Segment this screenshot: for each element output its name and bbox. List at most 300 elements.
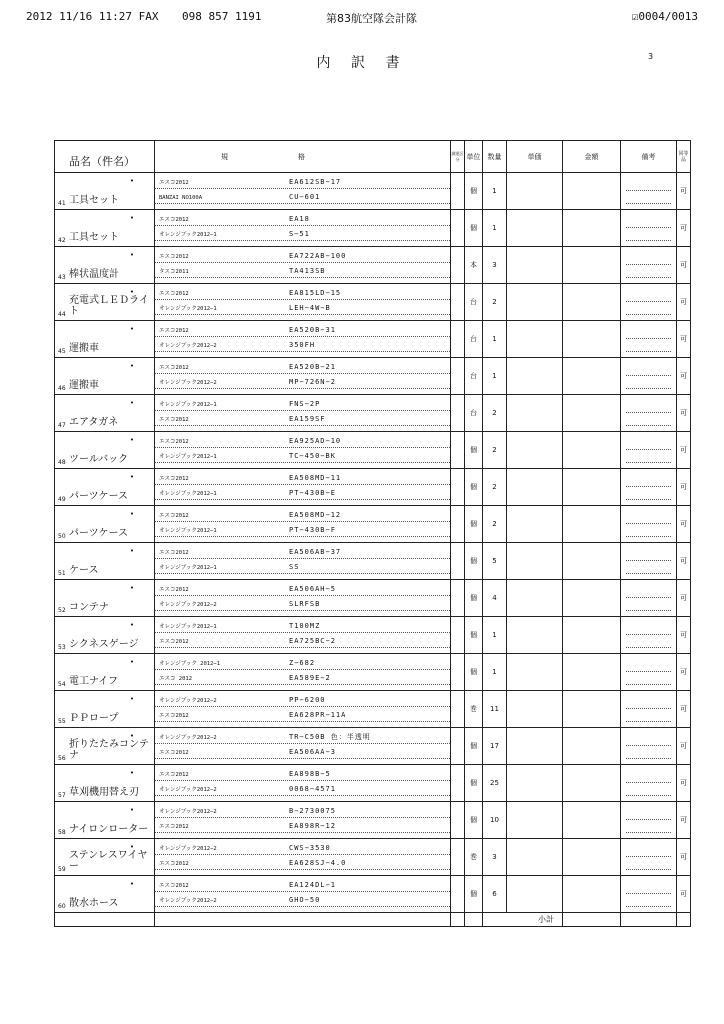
item-name-cell [55,839,155,876]
item-approval: 可 [677,691,691,728]
fax-page-count: 0004/0013 [638,10,698,23]
fax-number: 098 857 1191 [182,10,262,23]
spec-maker: エスコ2012 [159,217,189,223]
item-maker-code-cell [451,173,465,210]
item-unit: 個 [465,173,483,210]
item-name: 棒状温度計 [69,269,119,280]
item-qty: 2 [483,432,507,469]
item-unit-price-cell [507,506,563,543]
spec-line [155,599,450,611]
item-maker-code-cell [451,654,465,691]
remarks-line [626,265,671,278]
spec-code: FNS−2P [289,400,321,408]
item-unit-price-cell [507,469,563,506]
remarks-line [626,376,671,389]
item-number: 47 [58,422,66,429]
spec-code: CU−601 [289,193,321,201]
item-qty: 2 [483,395,507,432]
spec-code: TR−C50B 色：半透明 [289,733,371,741]
item-maker-code-cell [451,765,465,802]
item-unit: 個 [465,617,483,654]
table-row [55,432,691,469]
item-name-cell [55,543,155,580]
item-remarks-cell [621,247,677,284]
remarks-line [626,783,671,796]
spec-maker: エスコ2012 [159,439,189,445]
fax-datetime: 2012 11/16 11:27 FAX [26,10,159,23]
item-amount-cell [563,543,621,580]
item-qty: 3 [483,247,507,284]
remarks-line [626,474,671,487]
page-title: 内 訳 書 [316,55,408,71]
spec-maker: オレンジブック2012−2 [159,380,217,386]
item-spec-cell [155,728,451,765]
spec-code: Z−682 [289,659,316,667]
table-row [55,802,691,839]
footer-cell [155,913,451,927]
item-number: 55 [58,718,66,725]
spec-code: SLRFSB [289,600,321,608]
bullet-mark: • [129,325,134,333]
item-spec-cell [155,210,451,247]
remarks-line [626,659,671,672]
item-amount-cell [563,580,621,617]
item-amount-cell [563,469,621,506]
col-approval: 同等品 [677,141,691,173]
remarks-line [626,598,671,611]
item-qty: 1 [483,617,507,654]
table-row [55,839,691,876]
spec-maker: エスコ2012 [159,587,189,593]
spec-code: EA589E−2 [289,674,331,682]
item-qty: 11 [483,691,507,728]
item-number: 52 [58,607,66,614]
item-name: 折りたたみコンテナ [69,739,149,761]
remarks-line [626,524,671,537]
bullet-mark: • [129,288,134,296]
spec-line [155,821,450,833]
item-maker-code-cell [451,506,465,543]
spec-maker: エスコ2012 [159,713,189,719]
item-spec-cell [155,580,451,617]
col-maker-code: 調達区分 [451,141,465,173]
item-amount-cell [563,691,621,728]
footer-row [55,913,691,927]
item-unit-price-cell [507,173,563,210]
item-spec-cell [155,321,451,358]
item-qty: 4 [483,580,507,617]
item-maker-code-cell [451,580,465,617]
item-maker-code-cell [451,284,465,321]
item-amount-cell [563,210,621,247]
remarks-line [626,437,671,450]
item-unit: 個 [465,876,483,913]
spec-maker: オレンジブック2012−1 [159,565,217,571]
item-approval: 可 [677,321,691,358]
footer-cell [465,913,483,927]
spec-maker: エスコ2012 [159,180,189,186]
item-name: 充電式ＬＥＤライト [69,295,149,317]
item-unit: 個 [465,802,483,839]
footer-cell [55,913,155,927]
spec-maker: オレンジブック2012−2 [159,602,217,608]
remarks-line [626,696,671,709]
item-name: 散水ホース [69,898,119,909]
table-row [55,284,691,321]
spec-line [155,710,450,722]
item-name-cell [55,506,155,543]
remarks-line [626,881,671,894]
table-row [55,728,691,765]
item-spec-cell [155,469,451,506]
item-qty: 2 [483,284,507,321]
item-name: 運搬車 [69,343,99,354]
item-approval: 可 [677,654,691,691]
spec-maker: オレンジブック2012−2 [159,698,217,704]
item-approval: 可 [677,469,691,506]
item-number: 53 [58,644,66,651]
spec-line [155,806,450,818]
item-unit: 個 [465,543,483,580]
item-unit-price-cell [507,395,563,432]
remarks-line [626,302,671,315]
spec-maker: エスコ2012 [159,291,189,297]
spec-maker: オレンジブック2012−2 [159,343,217,349]
item-approval: 可 [677,543,691,580]
item-unit: 台 [465,358,483,395]
item-name-cell [55,210,155,247]
table-row [55,543,691,580]
item-name-cell [55,802,155,839]
item-name: パーツケース [69,528,128,539]
spec-line [155,621,450,633]
bullet-mark: • [129,362,134,370]
spec-line [155,288,450,300]
remarks-line [626,709,671,722]
item-spec-cell [155,654,451,691]
item-name-cell [55,765,155,802]
spec-code: EA925AD−10 [289,437,342,445]
item-unit-price-cell [507,691,563,728]
spec-maker: エスコ 2012 [159,676,193,682]
spec-code: EA725BC−2 [289,637,336,645]
item-number: 58 [58,829,66,836]
spec-line [155,695,450,707]
item-unit-price-cell [507,617,563,654]
spec-code: CWS−3530 [289,844,331,852]
item-number: 42 [58,237,66,244]
spec-line [155,784,450,796]
spec-code: LEH−4W−B [289,304,331,312]
item-maker-code-cell [451,543,465,580]
item-maker-code-cell [451,802,465,839]
spec-line [155,732,450,744]
item-amount-cell [563,321,621,358]
spec-maker: オレンジブック 2012−1 [159,661,221,667]
col-qty: 数量 [483,141,507,173]
spec-code: EA506AA−3 [289,748,336,756]
spec-code: EA898R−12 [289,822,336,830]
fax-page-icon: ☑ [631,10,639,23]
item-name: 電工ナイフ [69,676,118,687]
remarks-line [626,228,671,241]
item-name-cell [55,876,155,913]
spec-code: EA508MD−11 [289,474,342,482]
item-unit-price-cell [507,654,563,691]
item-remarks-cell [621,802,677,839]
item-approval: 可 [677,432,691,469]
spec-maker: BANZAI NO100A [159,195,203,201]
remarks-line [626,733,671,746]
item-remarks-cell [621,469,677,506]
spec-line [155,325,450,337]
item-amount-cell [563,802,621,839]
spec-maker: オレンジブック2012−1 [159,528,217,534]
breakdown-table [54,140,691,927]
item-remarks-cell [621,506,677,543]
item-qty: 1 [483,358,507,395]
table-row [55,173,691,210]
item-name: シクネスゲージ [69,639,139,650]
item-unit: 個 [465,654,483,691]
spec-maker: エスコ2012 [159,417,189,423]
item-name: エアタガネ [69,417,119,428]
spec-line [155,525,450,537]
bullet-mark: • [129,251,134,259]
spec-line [155,747,450,759]
table-row [55,654,691,691]
item-name: 工具セット [69,232,119,243]
bullet-mark: • [129,510,134,518]
spec-line [155,362,450,374]
item-maker-code-cell [451,728,465,765]
item-qty: 17 [483,728,507,765]
item-number: 51 [58,570,66,577]
remarks-line [626,363,671,376]
item-unit-price-cell [507,876,563,913]
item-remarks-cell [621,358,677,395]
spec-line [155,214,450,226]
spec-maker: オレンジブック2012−1 [159,454,217,460]
spec-code: EA508MD−12 [289,511,342,519]
remarks-line [626,844,671,857]
item-number: 54 [58,681,66,688]
remarks-line [626,770,671,783]
item-qty: 1 [483,173,507,210]
remarks-line [626,894,671,907]
remarks-line [626,672,671,685]
spec-maker: エスコ2012 [159,476,189,482]
item-spec-cell [155,173,451,210]
item-unit-price-cell [507,321,563,358]
item-approval: 可 [677,876,691,913]
spec-line [155,584,450,596]
item-number: 59 [58,866,66,873]
spec-line [155,843,450,855]
item-unit: 巻 [465,691,483,728]
spec-code: TA413SB [289,267,326,275]
table-row [55,358,691,395]
spec-maker: エスコ2012 [159,772,189,778]
item-unit: 個 [465,506,483,543]
spec-code: MP−726N−2 [289,378,336,386]
spec-code: EA520B−31 [289,326,336,334]
item-qty: 1 [483,210,507,247]
col-spec-a: 規 [221,152,228,161]
item-amount-cell [563,876,621,913]
spec-maker: エスコ2012 [159,365,189,371]
item-approval: 可 [677,210,691,247]
spec-code: B−2730075 [289,807,336,815]
bullet-mark: • [129,880,134,888]
col-name: 品名（件名） [55,141,155,173]
item-amount-cell [563,728,621,765]
item-name: ナイロンローター [69,824,149,835]
spec-line [155,451,450,463]
item-qty: 6 [483,876,507,913]
item-name-cell [55,617,155,654]
spec-maker: オレンジブック2012−1 [159,402,217,408]
spec-line [155,880,450,892]
table-row [55,691,691,728]
spec-code: EA628PR−11A [289,711,347,719]
spec-line [155,303,450,315]
fax-page [632,10,698,23]
item-name: パーツケース [69,491,128,502]
item-name: ＰＰロープ [69,713,119,724]
spec-maker: エスコ2012 [159,513,189,519]
spec-code: PT−430B−F [289,526,336,534]
item-qty: 10 [483,802,507,839]
item-amount-cell [563,765,621,802]
col-spec [155,141,451,173]
item-remarks-cell [621,432,677,469]
item-unit: 個 [465,580,483,617]
item-unit: 個 [465,210,483,247]
spec-maker: タスコ2011 [159,269,189,275]
spec-code: EA612SB−17 [289,178,342,186]
item-spec-cell [155,395,451,432]
item-remarks-cell [621,728,677,765]
spec-line [155,436,450,448]
spec-line [155,636,450,648]
item-maker-code-cell [451,247,465,284]
item-maker-code-cell [451,617,465,654]
item-number: 45 [58,348,66,355]
spec-code: EA18 [289,215,310,223]
table-row [55,765,691,802]
footer-cell [563,913,621,927]
spec-code: GHO−50 [289,896,321,904]
item-maker-code-cell [451,321,465,358]
item-qty: 25 [483,765,507,802]
item-approval: 可 [677,802,691,839]
spec-line [155,658,450,670]
item-spec-cell [155,506,451,543]
remarks-line [626,820,671,833]
item-spec-cell [155,432,451,469]
item-number: 43 [58,274,66,281]
item-amount-cell [563,395,621,432]
item-unit-price-cell [507,543,563,580]
remarks-line [626,450,671,463]
item-spec-cell [155,691,451,728]
spec-maker: エスコ2012 [159,883,189,889]
item-unit: 個 [465,432,483,469]
spec-line [155,488,450,500]
remarks-line [626,548,671,561]
item-name-cell [55,654,155,691]
item-unit-price-cell [507,432,563,469]
spec-maker: オレンジブック2012−2 [159,809,217,815]
remarks-line [626,746,671,759]
bullet-mark: • [129,399,134,407]
item-maker-code-cell [451,469,465,506]
item-remarks-cell [621,395,677,432]
bullet-mark: • [129,695,134,703]
spec-line [155,895,450,907]
bullet-mark: • [129,843,134,851]
item-name: 運搬車 [69,380,99,391]
bullet-mark: • [129,806,134,814]
remarks-line [626,487,671,500]
item-approval: 可 [677,839,691,876]
bullet-mark: • [129,658,134,666]
bullet-mark: • [129,214,134,222]
item-unit: 個 [465,469,483,506]
item-remarks-cell [621,839,677,876]
item-spec-cell [155,617,451,654]
item-name-cell [55,358,155,395]
item-unit: 台 [465,395,483,432]
item-unit: 巻 [465,839,483,876]
item-name: ケース [69,565,99,576]
remarks-line [626,215,671,228]
remarks-line [626,326,671,339]
spec-line [155,251,450,263]
fax-sender: 第83航空隊会計隊 [326,12,417,25]
item-unit: 個 [465,728,483,765]
spec-code: EA506AH−5 [289,585,336,593]
item-remarks-cell [621,321,677,358]
spec-maker: オレンジブック2012−2 [159,898,217,904]
item-remarks-cell [621,765,677,802]
item-number: 50 [58,533,66,540]
spec-line [155,673,450,685]
spec-maker: エスコ2012 [159,550,189,556]
spec-line [155,192,450,204]
remarks-line [626,857,671,870]
spec-code: T100MZ [289,622,321,630]
item-maker-code-cell [451,839,465,876]
table-row [55,617,691,654]
item-approval: 可 [677,506,691,543]
item-unit-price-cell [507,728,563,765]
item-amount-cell [563,247,621,284]
remarks-line [626,191,671,204]
spec-code: PP−6200 [289,696,326,704]
remarks-line [626,339,671,352]
spec-line [155,266,450,278]
item-unit-price-cell [507,580,563,617]
remarks-line [626,413,671,426]
bullet-mark: • [129,436,134,444]
spec-maker: オレンジブック2012−1 [159,232,217,238]
spec-line [155,340,450,352]
bullet-mark: • [129,547,134,555]
item-approval: 可 [677,728,691,765]
item-name: コンテナ [69,602,109,613]
